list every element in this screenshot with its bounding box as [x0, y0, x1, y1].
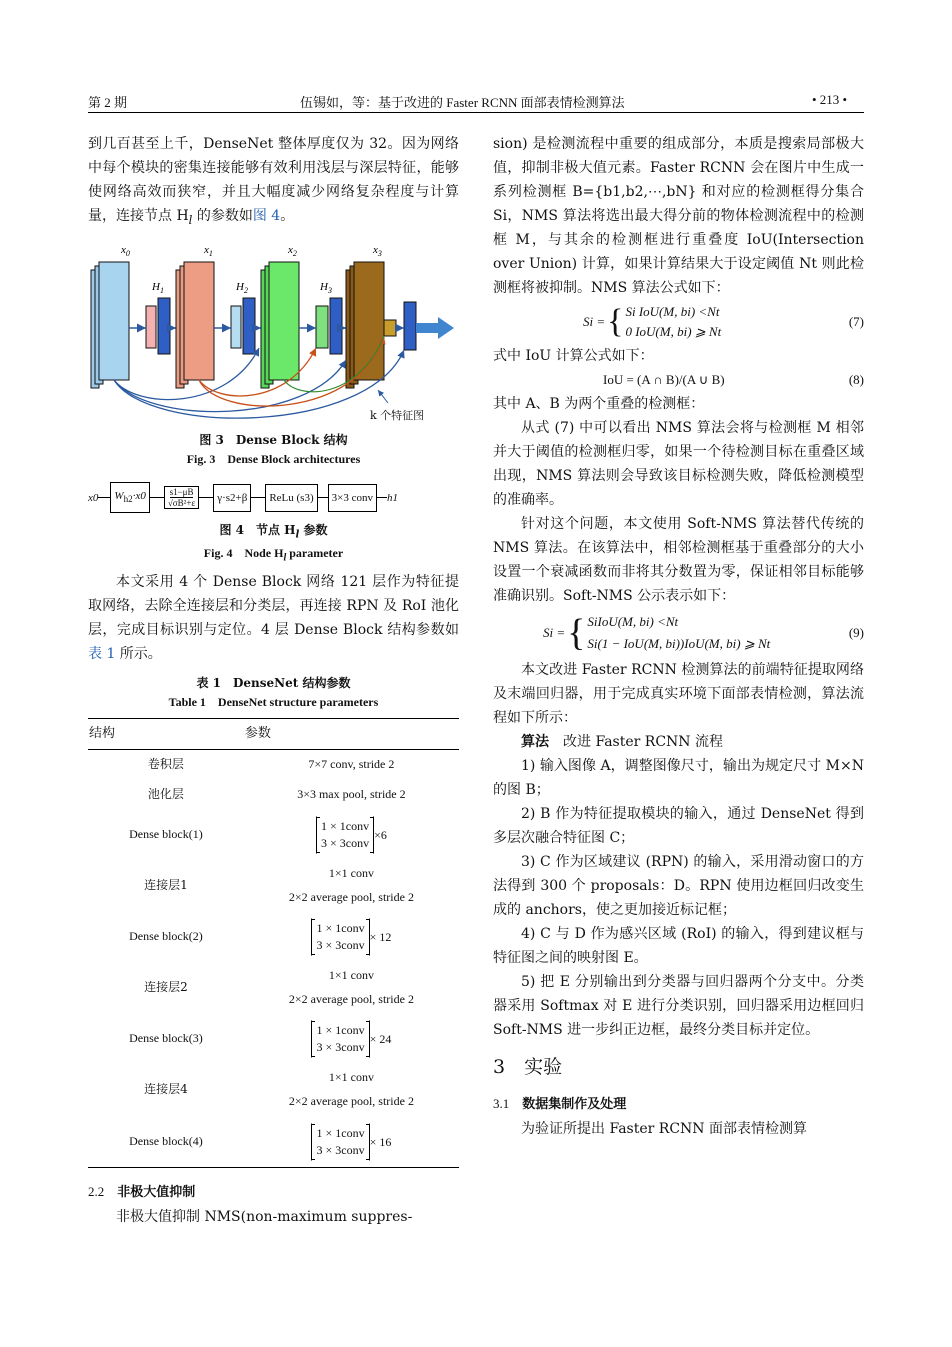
- equation-9: Si = { SiIoU(M, bi) <Nt Si(1 − IoU(M, bi))IoU(M, bi) ⩾ Nt (9): [543, 612, 864, 654]
- table1-title-cn: 表 1 DenseNet 结构参数: [196, 675, 351, 690]
- densenet-table: [88, 718, 459, 1168]
- fig4-caption-en: Fig. 4 Node $H_l$ parameter: [203, 546, 344, 564]
- page-number: • 213 •: [812, 92, 848, 107]
- right-paragraph-1: sion) 是检测流程中重要的组成部分，本质是搜索局部极大值，抑制非极大值元素。Faster RCNN 会在图片中生成一系列检测框 B={b1,b2,⋯,bN} 和对应的检测框得分集合 Si，NMS 算法将选出最大得分前的物体检测流程中的检测框 M，与其余的检测框进行重叠度 IoU(Intersection over Union) 计算，如果计算结果大于设定阈值 Nt 则此检测框将被抑制。NMS 算法公式如下：: [493, 136, 864, 296]
- dense-block-diagram: [88, 240, 459, 425]
- equation-7: Si = { Si IoU(M, bi) <Nt 0 IoU(M, bi) ⩾ Nt (7): [583, 303, 864, 340]
- algorithm-title: 算法 改进 Faster RCNN 流程: [521, 734, 724, 750]
- header-rule: [88, 112, 864, 113]
- figure-4: x0 $W_{h2}\cdot x0$ s1−μB √σB²+ε γ·s2+β ReLu (s3) 3×3 conv h1: [88, 485, 459, 511]
- table-header-params: 参数: [244, 718, 459, 749]
- section-3-heading: 3 实验: [493, 1056, 563, 1078]
- algorithm-step: 2) B 作为特征提取模块的输入，通过 DenseNet 得到多层次融合特征图 C；: [493, 806, 864, 846]
- table1-title-en: Table 1 DenseNet structure parameters: [168, 694, 379, 709]
- fig3-caption-cn: 图 3 Dense Block 结构: [199, 432, 348, 447]
- table-row: Dense block(1) 1 × 1conv 3 × 3conv ×6: [88, 809, 459, 859]
- left-paragraph-1: 到几百甚至上千，DenseNet 整体厚度仅为 32。因为网络中每个模块的密集连接能够有效利用浅层与深层特征，能够使网络高效而狭窄，并且大幅度减少网络复杂程度与计算量，连接节点 $H_l$ 的参数如图 4。: [88, 136, 459, 227]
- running-title: 伍锡如，等：基于改进的 Faster RCNN 面部表情检测算法: [300, 95, 625, 110]
- right-paragraph-4: 从式 (7) 中可以看出 NMS 算法会将与检测框 M 相邻并大于阈值的检测框归零，如果一个待检测目标在重叠区域出现，NMS 算法则会导致该目标检测失败，降低检测模型的准确率。: [493, 420, 864, 508]
- h1-block-a: [146, 306, 156, 348]
- equation-8: IoU = (A ∩ B)/(A ∪ B) (8): [603, 372, 864, 387]
- x1-stack: [176, 262, 214, 388]
- right-column: [493, 132, 864, 1141]
- right-paragraph-6: 本文改进 Faster RCNN 检测算法的前端特征提取网络及末端回归器，用于完成真实环境下面部表情检测，算法流程如下所示：: [493, 662, 864, 726]
- left-column: [88, 132, 459, 1229]
- table-row: 连接层1 1×1 conv 2×2 average pool, stride 2: [144, 866, 414, 905]
- algorithm-step: 5) 把 E 分别输出到分类器与回归器两个分支中。分类器采用 Softmax 对 E 进行分类识别，回归器采用边框回归 Soft-NMS 进一步纠正边框，最终分类目标并定位。: [493, 974, 864, 1038]
- right-paragraph-5: 针对这个问题，本文使用 Soft-NMS 算法替代传统的 NMS 算法。在该算法中，相邻检测框基于重叠部分的大小设置一个衰减函数而非将其分数置为零，保证相邻目标能够准确识别。Soft-NMS 公示表示如下：: [493, 516, 864, 604]
- right-paragraph-7: 为验证所提出 Faster RCNN 面部表情检测算: [521, 1121, 808, 1137]
- left-paragraph-2: 本文采用 4 个 Dense Block 网络 121 层作为特征提取网络，去除全连接层和分类层，再连接 RPN 及 RoI 池化层，完成目标识别与定位。4 层 Dense Block 结构参数如表 1 所示。: [88, 573, 459, 662]
- svg-text:x3: $x_3$: [373, 243, 382, 258]
- h1-block-b: [158, 298, 170, 354]
- fig3-caption-en: Fig. 3 Dense Block architectures: [186, 451, 361, 466]
- table-row: 连接层4 1×1 conv 2×2 average pool, stride 2: [144, 1070, 414, 1109]
- table-row: Dense block(2) 1 × 1conv 3 × 3conv × 12: [88, 911, 459, 961]
- table-row: 卷积层 7×7 conv, stride 2: [147, 757, 395, 772]
- table-header-structure: 结构: [88, 718, 244, 749]
- right-paragraph-3: 其中 A、B 为两个重叠的检测框：: [493, 396, 705, 412]
- algorithm-step: 3) C 作为区域建议 (RPN) 的输入，采用滑动窗口的方法得到 300 个 proposals：D。RPN 使用边框回归改变生成的 anchors，使之更加接近标记框；: [493, 854, 864, 918]
- table-row: Dense block(4) 1 × 1conv 3 × 3conv × 16: [88, 1115, 459, 1167]
- output-arrow: [416, 317, 454, 339]
- svg-text:x1: $x_1$: [204, 243, 213, 258]
- table-row: Dense block(3) 1 × 1conv 3 × 3conv × 24: [88, 1013, 459, 1063]
- issue-number: 第 2 期: [88, 95, 128, 110]
- table1-ref-link[interactable]: 表 1: [88, 645, 116, 662]
- svg-text:H2: $H_2$: [236, 280, 248, 295]
- section-3-1-heading: 3.1 数据集制作及处理: [493, 1096, 627, 1112]
- feature-maps-label: k 个特征图: [370, 408, 425, 422]
- figure-3: [88, 240, 459, 425]
- svg-text:H1: $H_1$: [152, 280, 164, 295]
- x2-stack: [261, 262, 299, 388]
- section-2-2-heading: 2.2 非极大值抑制: [88, 1183, 196, 1200]
- table-row: 连接层2 1×1 conv 2×2 average pool, stride 2: [144, 968, 414, 1007]
- right-paragraph-2: 式中 IoU 计算公式如下：: [493, 348, 654, 364]
- left-paragraph-3: 非极大值抑制 NMS(non-maximum suppres-: [116, 1208, 413, 1225]
- table-row: 池化层 3×3 max pool, stride 2: [147, 787, 406, 802]
- algorithm-step: 1) 输入图像 A，调整图像尺寸，输出为规定尺寸 M×N 的图 B；: [493, 758, 864, 798]
- fig4-ref-link[interactable]: 图 4: [252, 208, 281, 224]
- svg-text:H3: $H_3$: [320, 280, 332, 295]
- algorithm-step: 4) C 与 D 作为感兴区域 (RoI) 的输入，得到建议框与特征图之间的映射图 E。: [493, 926, 864, 966]
- svg-text:x2: $x_2$: [288, 243, 297, 258]
- fig4-caption-cn: 图 4 节点 $H_l$ 参数: [219, 522, 328, 541]
- svg-text:x0: $x_0$: [121, 243, 130, 258]
- x0-stack: [91, 262, 129, 388]
